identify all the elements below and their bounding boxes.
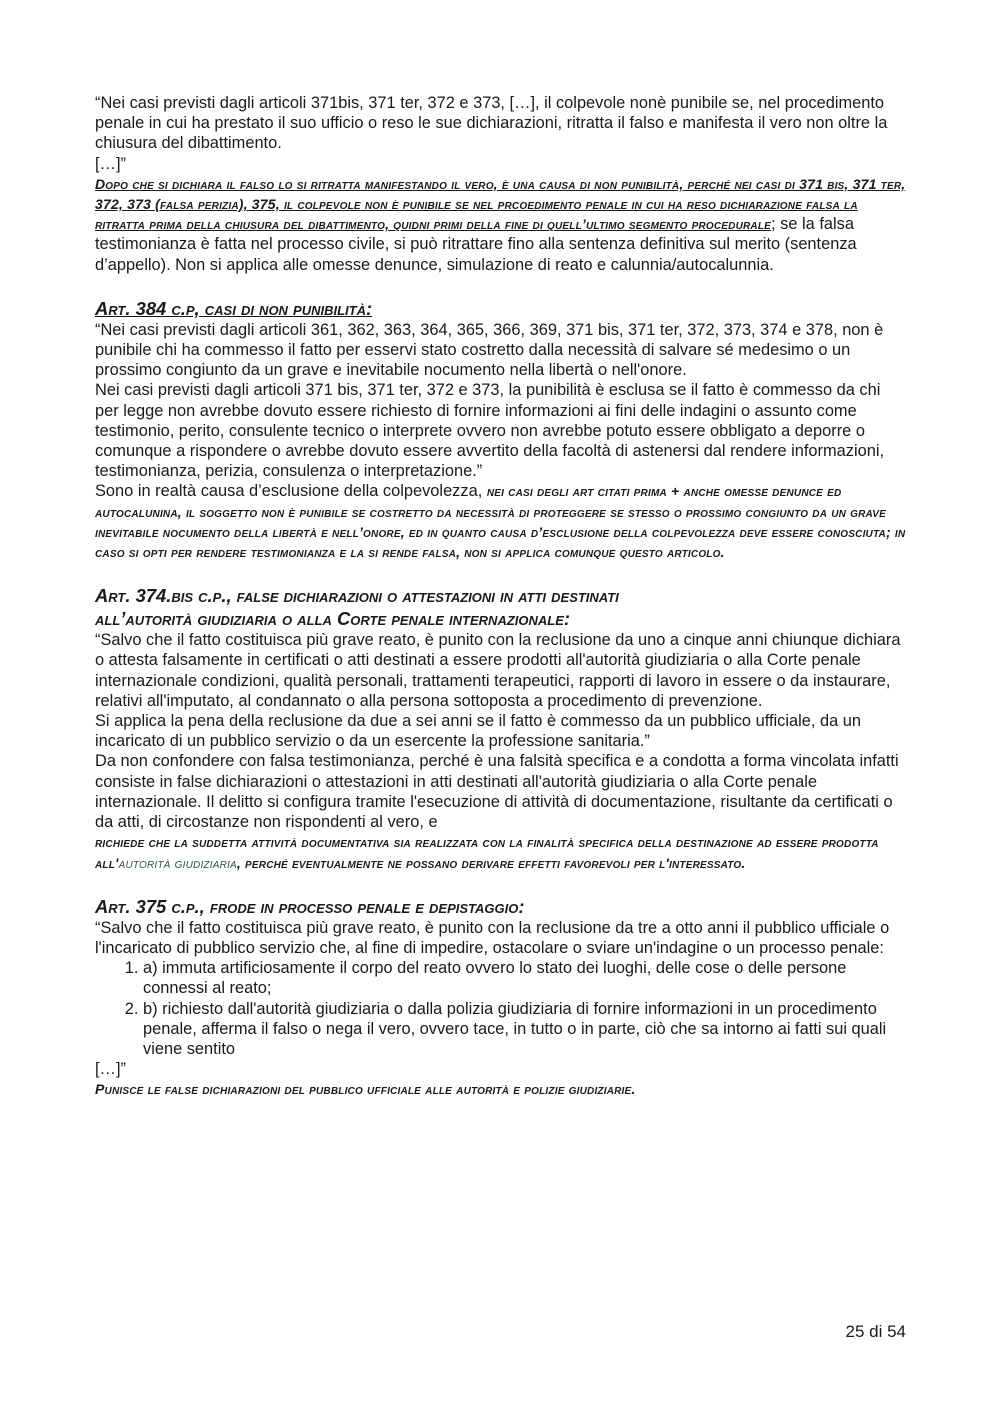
commentary-text: ; se la falsa testimonianza è fatta nel processo civile, si può ritrattare fino alla sentenza definitiva sul merito (sentenza d’appello). Non si applica alle omesse denunce, simulazione di reato e calunnia/autocalunnia. [95,215,857,274]
document-page [95,93,907,1100]
commentary-text: Sono in realtà causa d’esclusione della colpevolezza, [95,482,487,501]
article-374bis-paragraph-3: Da non confondere con falsa testimonianza, perché è una falsità specifica e a condotta a forma vincolata infatti consiste in false dichiarazioni o attestazioni in atti destinati all'autorità giudiziaria o alla Corte penale internazionale. Il delitto si configura tramite l'esecuzione di attività di documentazione, risultante da certificati o da atti, di circostanze non rispondenti al vero, e [95,752,899,832]
article-375-paragraph-1: “Salvo che il fatto costituisca più grave reato, è punito con la reclusione da tre a otto anni il pubblico ufficiale o l'incaricato di pubblico servizio che, al fine di impedire, ostacolare o sviare un'indagine o un processo penale: [95,918,890,957]
commentary-bold-underlined: Dopo che si dichiara il falso lo si ritratta manifestando il vero, è una causa di non punibilità, perché nei casi di 371 bis, 371 ter, 372, 373 (falsa perizia), 375, il colpevole non è punibile se nel prcoedimento penale in cui ha reso dichiarazione falsa la ritratta prima della chiusura del dibattimento, quidni primi della fine di quell’ultimo segmento procedurale [95,175,906,233]
page-number: 25 di 54 [845,1322,906,1341]
quote-paragraph: “Nei casi previsti dagli articoli 371bis, 371 ter, 372 e 373, […], il colpevole nonè punibile se, nel procedimento penale in cui ha prestato il suo ufficio o reso le sue dichiarazioni, ritratta il falso e manifesta il vero non oltre la chiusura del dibattimento. [95,94,888,153]
article-384-commentary [95,481,907,562]
commentary-bold: Punisce le false dichiarazioni del pubblico ufficiale alle autorità e polizie giudiziarie. [95,1081,636,1098]
article-374bis-paragraph-1: “Salvo che il fatto costituisca più grave reato, è punito con la reclusione da uno a cinque anni chiunque dichiara o attesta falsamente in certificati o atti destinati a essere prodotti all'autorità giudiziaria o alla Corte penale internazionale condizioni, qualità personali, trattamenti terapeutici, rapporti di lavoro in essere o da instaurare, relativi all'imputato, al condannato o alla persona sottoposta a procedimento di prevenzione. [95,631,901,710]
list-item: 1. a) immuta artificiosamente il corpo del reato ovvero lo stato dei luoghi, delle cose o delle persone connessi al reato; [143,958,907,998]
article-374bis-paragraph-2: Si applica la pena della reclusione da due a sei anni se il fatto è commesso da un pubblico ufficiale, da un incaricato di un pubblico servizio o da un esercente la professione sanitaria.” [95,712,861,751]
commentary-bold: , perché eventualmente ne possano derivare effetti favorevoli per l'interessato. [236,854,746,871]
article-384-paragraph-1: “Nei casi previsti dagli articoli 361, 362, 363, 364, 365, 366, 369, 371 bis, 371 ter, 372, 373, 374 e 378, non è punibile chi ha commesso il fatto per esservi stato costretto dalla necessità di salvare sé medesimo o un prossimo congiunto da un grave e inevitabile nocumento nella libertà o nell'onore. [95,320,884,380]
commentary-bold: nei casi degli art citati prima + anche omesse denunce ed autocalunina, il soggetto non è punibile se costretto da necessità di proteggere se stesso o prossimo congiunto da un grave inevitabile nocumento della libertà e nell’onore, ed in quanto causa d’esclusione della colpevolezza deve essere conosciuta; in caso si opti per rendere testimonianza e la si rende falsa, non si applica comunque questo articolo. [95,483,906,561]
quote-ellipsis: […]” [95,154,126,173]
quote-ellipsis: […]” [95,1060,126,1079]
commentary-bold: richiede che la suddetta attività documentativa sia realizzata con la finalità specifica della destinazione ad essere prodotta all' [95,834,879,871]
list-item: 2. b) richiesto dall'autorità giudiziaria o dalla polizia giudiziaria di fornire informazioni in un procedimento penale, afferma il falso o nega il vero, ovvero tace, in tutto o in parte, ciò che sa intorno ai fatti sui quali viene sentito [143,999,907,1060]
article-375-heading: Art. 375 c.p., frode in processo penale e depistaggio: [95,895,525,917]
article-374bis-heading-line-2: all’autorità giudiziaria o alla Corte penale internazionale: [95,608,571,630]
commentary-link-text: autorità giudiziaria [118,854,237,871]
article-374bis-heading [95,584,907,630]
article-375-list [95,958,907,1059]
commentary-paragraph [95,174,907,275]
article-375-commentary [95,1079,907,1099]
article-384-paragraph-2: Nei casi previsti dagli articoli 371 bis, 371 ter, 372 e 373, la punibilità è esclusa se il fatto è commesso da chi per legge non avrebbe dovuto essere richiesto di fornire informazioni ai fini delle indagini o assunto come testimonio, perito, consulente tecnico o interprete ovvero non avrebbe potuto essere obbligato a deporre o comunque a rispondere o avrebbe dovuto essere avvertito della facoltà di astenersi dal rendere informazioni, testimonianza, perizia, consulenza o interpretazione.” [95,381,885,481]
article-384-heading: Art. 384 c.p, casi di non punibilità: [95,297,373,319]
article-374bis-commentary [95,832,907,872]
article-374bis-heading-line-1: Art. 374.bis c.p., false dichiarazioni o attestazioni in atti destinati [95,585,619,607]
